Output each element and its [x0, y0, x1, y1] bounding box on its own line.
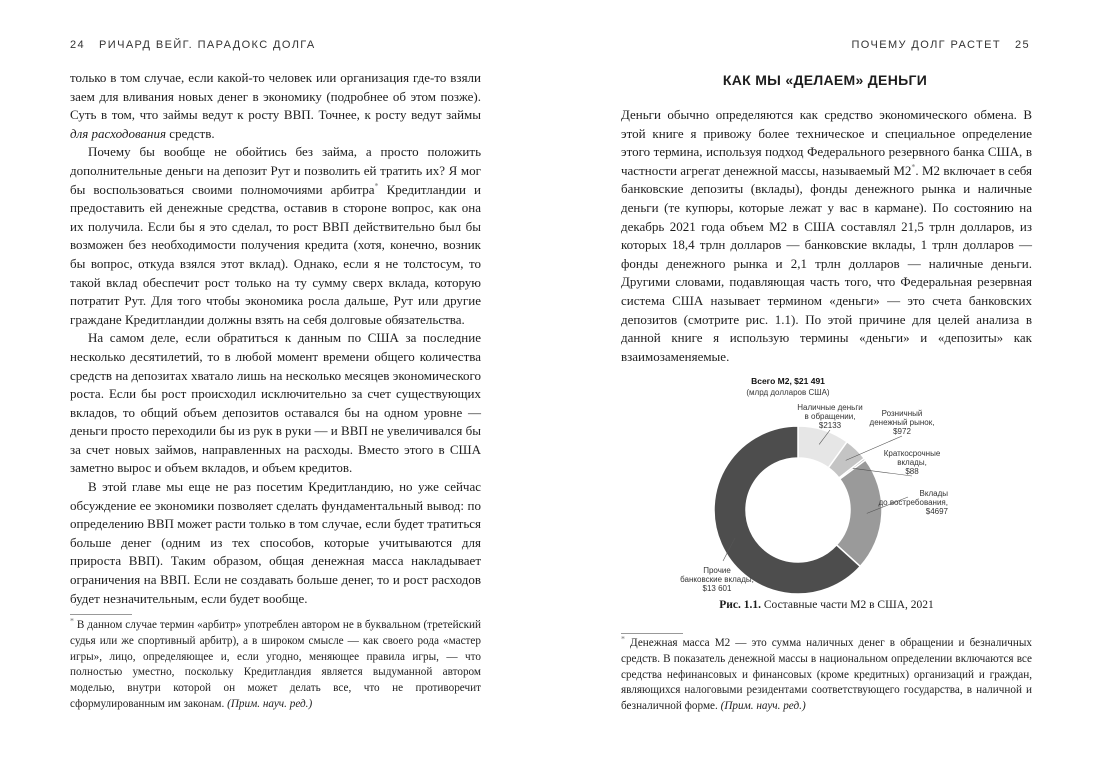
footnote-right: * Денежная масса М2 — это сумма наличных денег в обращении и безналичных средств. В показатель денежной массы в национальном определении включаются все средства нефинансовых и финансовых (кроме кредитных) организаций и граждан, являющихся налоговыми резидентами соответствующего государства, в наличной и безналичной форме. (Прим. науч. ред.)	[621, 634, 1032, 713]
left-paragraph-4: В этой главе мы еще не раз посетим Кредитландию, но уже сейчас обсуждение ее экономики позволяет сделать фундаментальный вывод: по определению ВВП может расти только в том случае, если будет тратиться больше денег (одним из тех способов, которые учитываются для прироста ВВП). Таким образом, общая денежная масса накладывает ограничения на ВВП. Если не создавать больше денег, то и рост расходов будет незначительным, если будет вообще.	[70, 479, 481, 606]
slice-value-label: $88	[905, 467, 919, 476]
slice-label: Вклады	[919, 489, 948, 498]
slice-label: денежный рынок,	[869, 418, 935, 427]
footnote-mark: *	[911, 162, 916, 172]
slice-label: Краткосрочные	[883, 449, 941, 458]
running-head-left-title: РИЧАРД ВЕЙГ. ПАРАДОКС ДОЛГА	[99, 39, 316, 51]
chart-subtitle: (млрд долларов США)	[746, 388, 830, 397]
slice-value-label: $972	[893, 427, 911, 436]
running-head-right-title: ПОЧЕМУ ДОЛГ РАСТЕТ	[851, 39, 1001, 51]
section-title: КАК МЫ «ДЕЛАЕМ» ДЕНЬГИ	[722, 72, 928, 88]
footnote-mark: *	[374, 181, 379, 191]
slice-label: до востребования,	[878, 498, 948, 507]
right-paragraph-1: Деньги обычно определяются как средство экономического обмена. В этой книге я привожу более техническое и специальное определение этого термина, используя подход Федерального резервного банка США, в частности агрегат денежной массы, называемый М2*. М2 включает в себя банковские депозиты (вклады), фонды денежного рынка и наличные деньги (те купюры, которые лежат у вас в кармане). По состоянию на декабрь 2021 года объем М2 в США составлял 21,5 трлн долларов, из которых 18,4 трлн долларов — банковские вклады, 1 трлн долларов — фонды денежного рынка и 2,1 трлн долларов — наличные деньги. Другими словами, подавляющая часть того, что Федеральная резервная система США называет термином «деньги» — это счета банковских депозитов (смотрите рис. 1.1). По этой причине для целей анализа в данной книге я использую термины «деньги» и «депозиты» как взаимозаменяемые.	[621, 107, 1032, 364]
right-body-text	[621, 106, 1032, 366]
slice-label: Прочие	[703, 566, 731, 575]
left-body-text	[70, 69, 481, 608]
slice-label: вклады,	[897, 458, 927, 467]
chart-title: Всего М2, $21 491	[751, 376, 825, 386]
slice-label: банковские вклады,	[680, 575, 754, 584]
slice-value-label: $2133	[818, 421, 842, 430]
running-head-left	[70, 39, 316, 51]
left-paragraph-1: только в том случае, если какой-то человек или организация где-то взяли заем для вливания новых денег в экономику (подробнее об этом позже). Суть в том, что займы ведут к росту ВВП. Точнее, к росту ведут займы для расходования средств.	[70, 70, 481, 141]
page-number-right: 25	[1014, 39, 1030, 51]
running-head-right	[851, 39, 1030, 51]
m2-donut-chart	[640, 368, 970, 598]
slice-value-label: $4697	[925, 507, 948, 516]
footnote-rule-right	[621, 633, 683, 634]
slice-label: Розничный	[881, 409, 923, 418]
left-paragraph-3: На самом деле, если обратиться к данным по США за последние несколько десятилетий, то в любой момент времени общего количества средств на депозитах хватало лишь на несколько месяцев экономического роста. Если бы рост происходил исключительно за счет существующих вкладов, то общий объем депозитов оставался бы на одном уровне — деньги просто переходили бы из рук в руки — и ВВП не увеличивался бы за счет новых займов, направленных на расходы. Вместо этого в США заметно вырос и объем вкладов, и объем кредитов.	[70, 330, 481, 476]
footnote-rule-left	[70, 614, 132, 615]
slice-value-label: $13 601	[702, 584, 732, 593]
left-paragraph-2: Почему бы вообще не обойтись без займа, а просто положить дополнительные деньги на депозит Рут и позволить ей тратить их? Я мог бы воспользоваться своими полномочиями арбитра* Кредитландии и предоставить ей денежные средства, оставив в стороне вопрос, как она их получила. Если бы я это сделал, то рост ВВП действительно был бы возможен без необходимости получения кредита (хотя, конечно, возник бы вопрос, откуда взялся этот вклад). Однако, если я не толстосум, то такой вклад обеспечит рост только на ту сумму сверх вклада, которую потратит Рут. Для того чтобы экономика росла дальше, Рут или другие граждане Кредитландии должны взять на себя долговые обязательства.	[70, 144, 481, 327]
slice-label: в обращении,	[804, 412, 856, 421]
page-number-left: 24	[70, 39, 86, 51]
footnote-left: * В данном случае термин «арбитр» употреблен автором не в буквальном (третейский судья или же спортивный арбитр), а в широком смысле — как своего рода «мастер игры», лицо, определяющее и, если угодно, меняющее правила игры, — что полностью уместно, поскольку Кредитландия является выдуманной автором моделью, внутри которой он может делать все, что не противоречит сформулированным им законам. (Прим. науч. ред.)	[70, 616, 481, 710]
figure-caption: Рис. 1.1. Составные части М2 в США, 2021	[719, 599, 934, 611]
slice-label: Наличные деньги	[797, 403, 863, 412]
